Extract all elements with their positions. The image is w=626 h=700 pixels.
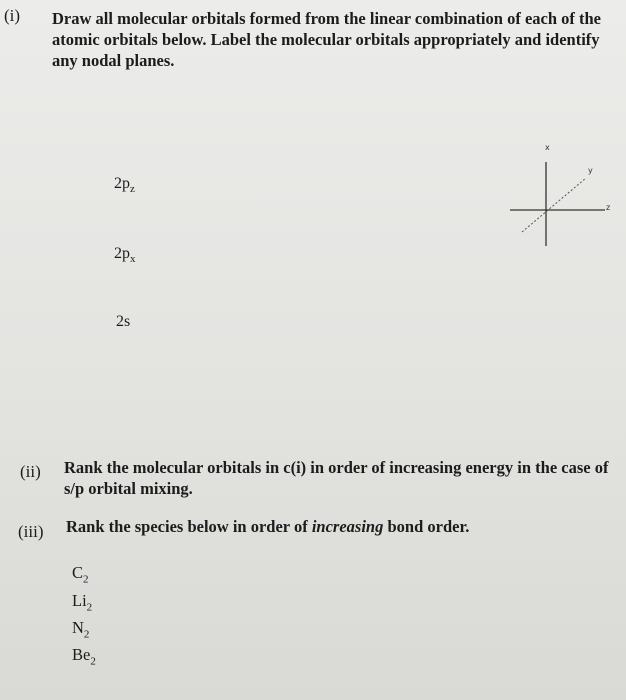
species-c2: $C_2$: [72, 563, 89, 586]
species-be2: $Be_2$: [72, 645, 96, 668]
coordinate-axes-diagram: [500, 150, 620, 255]
x-axis-label: x: [545, 143, 550, 152]
part-i-question: Draw all molecular orbitals formed from the linear combination of each of the atomic orbitals below. Label the molecular orbitals appropriately and identify any nodal planes.: [52, 9, 602, 70]
part-iii-question: Rank the species below in order of increasing bond order.: [66, 517, 470, 536]
part-ii-question: [64, 457, 624, 499]
orbital-2pz: $2p_z$: [114, 175, 135, 196]
orbital-2s: 2s: [116, 313, 131, 330]
part-i-label: (i): [4, 6, 21, 25]
z-axis-label: z: [606, 203, 611, 212]
orbital-2px: $2p_x$: [114, 245, 136, 266]
part-ii-line-1: Rank the molecular orbitals in c(i) in order of increasing energy in the case of: [64, 458, 609, 477]
part-ii-label: (ii): [20, 462, 41, 481]
y-axis-line: [522, 178, 586, 232]
species-li2: $Li_2$: [72, 591, 93, 614]
part-iii-label: (iii): [18, 522, 44, 541]
y-axis-label: y: [588, 166, 593, 175]
species-n2: $N_2$: [72, 618, 90, 641]
part-ii-line-2: s/p orbital mixing.: [64, 479, 193, 498]
